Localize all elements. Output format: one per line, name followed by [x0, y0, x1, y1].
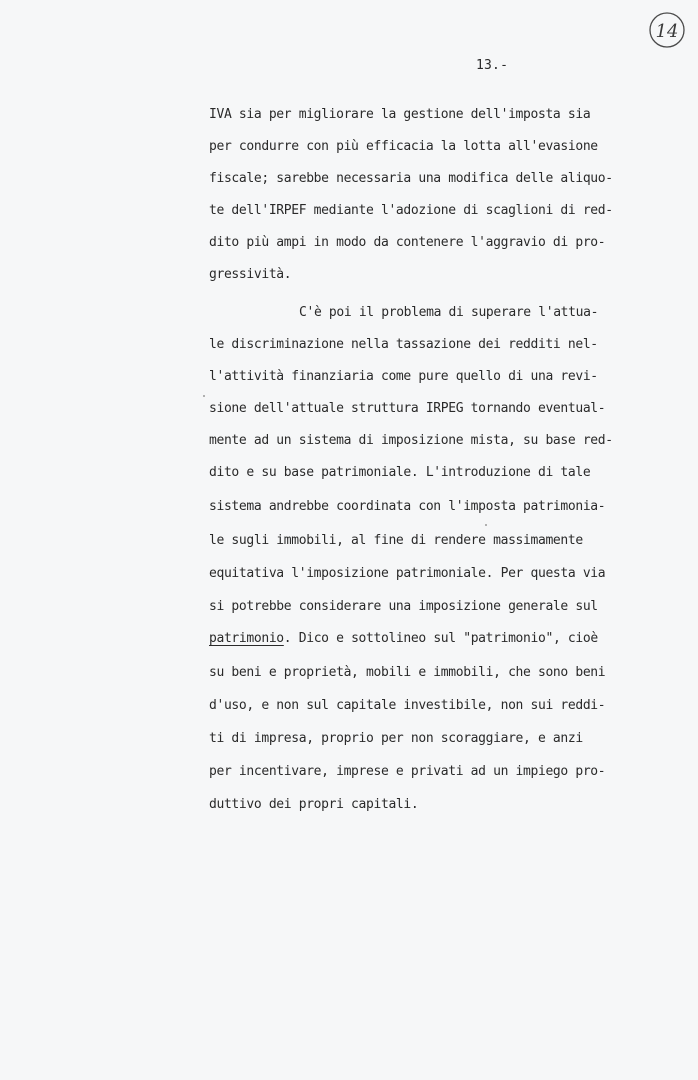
text-line: sione dell'attuale struttura IRPEG tornando eventual-	[209, 401, 606, 416]
text-line: le discriminazione nella tassazione dei redditi nel-	[209, 337, 598, 352]
text-line: fiscale; sarebbe necessaria una modifica delle aliquo-	[209, 171, 613, 186]
text-line: d'uso, e non sul capitale investibile, non sui reddi-	[209, 698, 606, 713]
text-line: dito e su base patrimoniale. L'introduzione di tale	[209, 465, 591, 480]
text-line: ti di impresa, proprio per non scoraggiare, e anzi	[209, 731, 583, 746]
text-line: duttivo dei propri capitali.	[209, 797, 419, 812]
text-line: sistema andrebbe coordinata con l'imposta patrimonia-	[209, 499, 606, 514]
text-line: si potrebbe considerare una imposizione generale sul	[209, 599, 598, 614]
text-line: gressività.	[209, 267, 292, 282]
paper-speck	[203, 395, 205, 397]
paper-speck	[485, 524, 487, 526]
underlined-word: patrimonio	[209, 631, 284, 646]
text-line: dito più ampi in modo da contenere l'aggravio di pro-	[209, 235, 606, 250]
text-line: mente ad un sistema di imposizione mista, su base red-	[209, 433, 613, 448]
text-line: per condurre con più efficacia la lotta all'evasione	[209, 139, 598, 154]
text-line: te dell'IRPEF mediante l'adozione di scaglioni di red-	[209, 203, 613, 218]
text-line: su beni e proprietà, mobili e immobili, che sono beni	[209, 665, 606, 680]
text-line-rest: . Dico e sottolineo sul "patrimonio", cioè	[283, 631, 598, 646]
text-line: equitativa l'imposizione patrimoniale. Per questa via	[209, 566, 606, 581]
text-line: C'è poi il problema di superare l'attua-	[299, 305, 599, 320]
text-line: per incentivare, imprese e privati ad un impiego pro-	[209, 764, 606, 779]
text-line	[209, 630, 598, 648]
text-line: IVA sia per migliorare la gestione dell'imposta sia	[209, 107, 591, 122]
page-stamp-number: 14	[655, 21, 679, 42]
page-number: 13.-	[476, 58, 509, 73]
text-line: l'attività finanziaria come pure quello di una revi-	[209, 369, 598, 384]
text-line: le sugli immobili, al fine di rendere massimamente	[209, 533, 583, 548]
